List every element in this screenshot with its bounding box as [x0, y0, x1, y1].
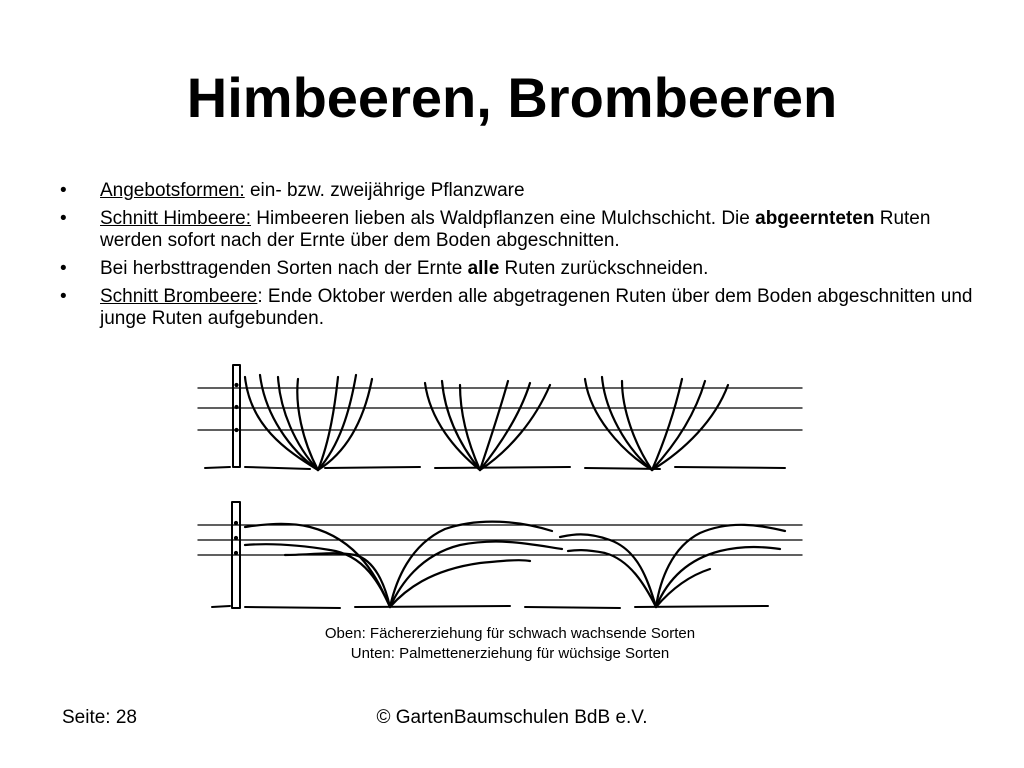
caption-line-top: Oben: Fächererziehung für schwach wachsende Sorten	[324, 625, 696, 642]
bullet-label: Schnitt Himbeere:	[100, 208, 252, 229]
bullet-symbol: •	[60, 286, 67, 307]
training-illustration	[190, 355, 810, 620]
bullet-text: ein- bzw. zweijährige Pflanzware	[244, 180, 525, 201]
bullet-bold-text: alle	[467, 258, 500, 279]
slide-title: Himbeeren, Brombeeren	[186, 66, 838, 129]
bullet-text: : Ende Oktober werden alle abgetragenen Ruten über dem Boden abgeschnitten und junge Ruten aufgebunden.	[100, 286, 973, 329]
bullet-text: Ruten werden sofort nach der Ernte über dem Boden abgeschnitten.	[100, 208, 931, 251]
bullet-item-angebotsformen	[60, 180, 980, 202]
bullet-symbol: •	[60, 208, 67, 229]
bullet-label: Angebotsformen:	[100, 180, 245, 201]
bullet-list	[60, 180, 980, 336]
caption-line-bottom: Unten: Palmettenerziehung für wüchsige Sorten	[350, 645, 670, 662]
bullet-item-schnitt-himbeere	[60, 208, 980, 252]
bullet-label: Schnitt Brombeere	[100, 286, 258, 307]
fan-training-diagram	[198, 365, 802, 470]
bullet-text: Ruten zurückschneiden.	[499, 258, 709, 279]
bullet-bold-text: abgeernteten	[755, 208, 875, 229]
bullet-item-schnitt-brombeere	[60, 286, 980, 330]
bullet-item-herbsttragend	[60, 258, 980, 280]
bullet-symbol: •	[60, 258, 67, 279]
page-number: Seite: 28	[62, 707, 137, 728]
copyright-notice: © GartenBaumschulen BdB e.V.	[376, 707, 648, 728]
palmette-training-diagram	[198, 502, 802, 608]
bullet-text: Himbeeren lieben als Waldpflanzen eine Mulchschicht. Die	[251, 208, 756, 229]
bullet-text: Bei herbsttragenden Sorten nach der Ernte	[100, 258, 468, 279]
figure-caption	[190, 624, 830, 664]
bullet-symbol: •	[60, 180, 67, 201]
